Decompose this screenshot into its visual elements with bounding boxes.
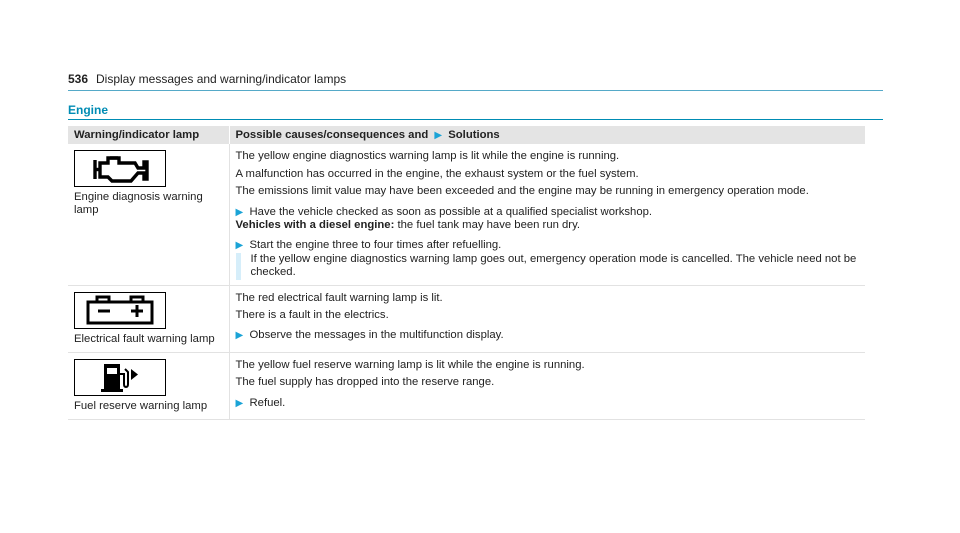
lamp-name: Electrical fault warning lamp (74, 332, 215, 345)
lamp-name: Fuel reserve warning lamp (74, 399, 208, 412)
causes-cell: The yellow engine diagnostics warning lamp is lit while the engine is running. A malfunction has occurred in the engine, the exhaust system or the fuel system. The emissions limit value may have been exceeded and the engine may be running in emergency operation mode. ▶ Have the vehicle checked as soon as possible at a qualified specialist workshop. Vehicles with a diesel engine: the fuel tank may have been run dry. ▶ Start the engine three to four times after refuelling. If the yellow engine diagnostics warning lamp goes out, emergency operation mode is cancelled. The vehicle need not be checked. (229, 144, 865, 285)
arrow-right-icon: ▶ (235, 206, 244, 218)
causes-cell: The yellow fuel reserve warning lamp is lit while the engine is running. The fuel supply has dropped into the reserve range. ▶ Refuel. (229, 352, 865, 419)
table-row (68, 352, 865, 419)
battery-icon (74, 292, 166, 329)
warning-lamp-table (68, 126, 865, 420)
solution-step: ▶ Observe the messages in the multifunction display. (235, 329, 504, 342)
lamp-name: Engine diagnosis warning lamp (74, 191, 203, 216)
causes-cell: The red electrical fault warning lamp is lit. There is a fault in the electrics. ▶ Observe the messages in the multifunction display. (229, 285, 865, 352)
solution-step: ▶ Have the vehicle checked as soon as possible at a qualified specialist workshop. (235, 205, 653, 218)
page-number: 536 (68, 72, 89, 86)
arrow-right-icon: ▶ (235, 397, 244, 409)
arrow-right-icon: ▶ (235, 240, 244, 252)
header-title: Display messages and warning/indicator lamps (96, 72, 347, 86)
table-row (68, 144, 865, 285)
table-header-row (68, 126, 865, 144)
engine-diagnostics-icon (74, 150, 166, 187)
page-header (68, 70, 883, 91)
solution-step: ▶ Refuel. (235, 396, 286, 409)
lamp-cell (68, 285, 229, 352)
arrow-right-icon: ▶ (434, 130, 443, 141)
section-heading (68, 103, 883, 120)
diesel-label: Vehicles with a diesel engine: (235, 219, 395, 232)
table-row (68, 285, 865, 352)
col-header-lamp: Warning/indicator lamp (68, 126, 229, 144)
step-note: If the yellow engine diagnostics warning lamp goes out, emergency operation mode is cancelled. The vehicle need not be checked. (236, 253, 860, 280)
section-title: Engine (68, 103, 109, 117)
solution-step: ▶ Start the engine three to four times after refuelling. (235, 239, 502, 252)
lamp-cell (68, 352, 229, 419)
arrow-right-icon: ▶ (235, 330, 244, 342)
col-header-causes: Possible causes/consequences and ▶ Solutions (229, 126, 865, 144)
lamp-cell (68, 144, 229, 285)
fuel-pump-icon (74, 359, 166, 396)
